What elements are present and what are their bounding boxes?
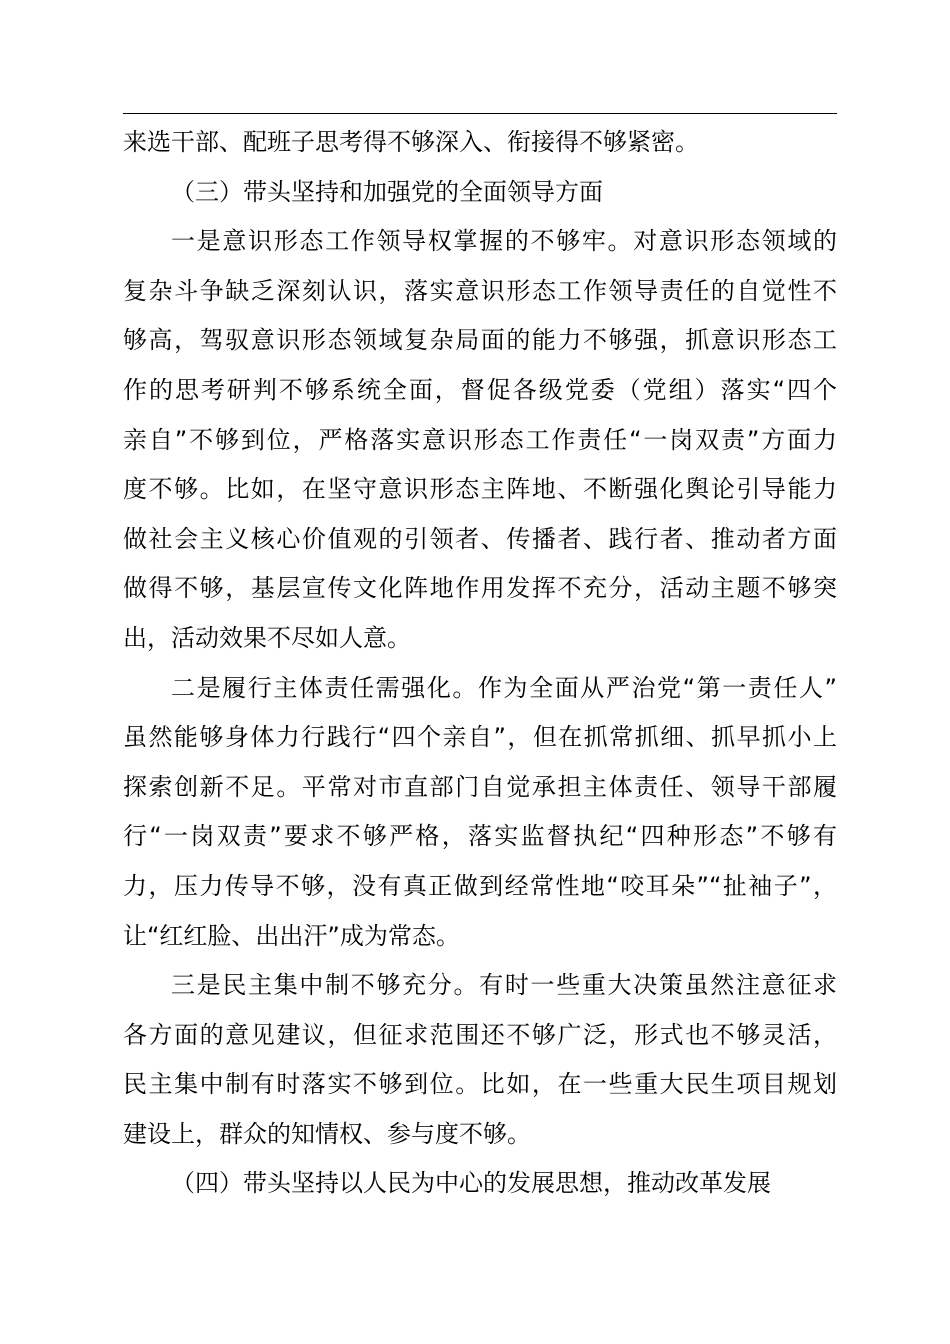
text-line: 力，压力传导不够，没有真正做到经常性地“咬耳朵”“扯袖子”， [123,871,837,900]
text-line: 做社会主义核心价值观的引领者、传播者、践行者、推动者方面 [123,524,837,553]
text-line: 探索创新不足。平常对市直部门自觉承担主体责任、领导干部履 [123,772,837,801]
text-line: 够高，驾驭意识形态领域复杂局面的能力不够强，抓意识形态工 [123,326,837,355]
text-line: 建设上，群众的知情权、参与度不够。 [123,1119,531,1148]
text-line: 出，活动效果不尽如人意。 [123,623,411,652]
header-rule [123,113,837,114]
text-line: 复杂斗争缺乏深刻认识，落实意识形态工作领导责任的自觉性不 [123,276,837,305]
text-line: 让“红红脸、出出汗”成为常态。 [123,921,460,950]
text-line: 一是意识形态工作领导权掌握的不够牢。对意识形态领域的 [171,227,837,256]
document-body [123,118,837,1209]
text-line: 作的思考研判不够系统全面，督促各级党委（党组）落实“四个 [123,375,837,404]
text-line: 度不够。比如，在坚守意识形态主阵地、不断强化舆论引导能力 [123,475,837,504]
text-line: （四）带头坚持以人民为中心的发展思想，推动改革发展 [171,1169,771,1198]
text-line: （三）带头坚持和加强党的全面领导方面 [171,177,603,206]
text-line: 民主集中制有时落实不够到位。比如，在一些重大民生项目规划 [123,1070,837,1099]
text-line: 三是民主集中制不够充分。有时一些重大决策虽然注意征求 [171,971,837,1000]
text-line: 亲自”不够到位，严格落实意识形态工作责任“一岗双责”方面力 [123,425,837,454]
text-line: 虽然能够身体力行践行“四个亲自”，但在抓常抓细、抓早抓小上 [123,723,837,752]
text-line: 做得不够，基层宣传文化阵地作用发挥不充分，活动主题不够突 [123,574,837,603]
text-line: 来选干部、配班子思考得不够深入、衔接得不够紧密。 [123,128,699,156]
text-line: 各方面的意见建议，但征求范围还不够广泛，形式也不够灵活， [123,1020,837,1049]
text-line: 行“一岗双责”要求不够严格，落实监督执纪“四种形态”不够有 [123,822,837,851]
text-line: 二是履行主体责任需强化。作为全面从严治党“第一责任人” [171,673,837,702]
